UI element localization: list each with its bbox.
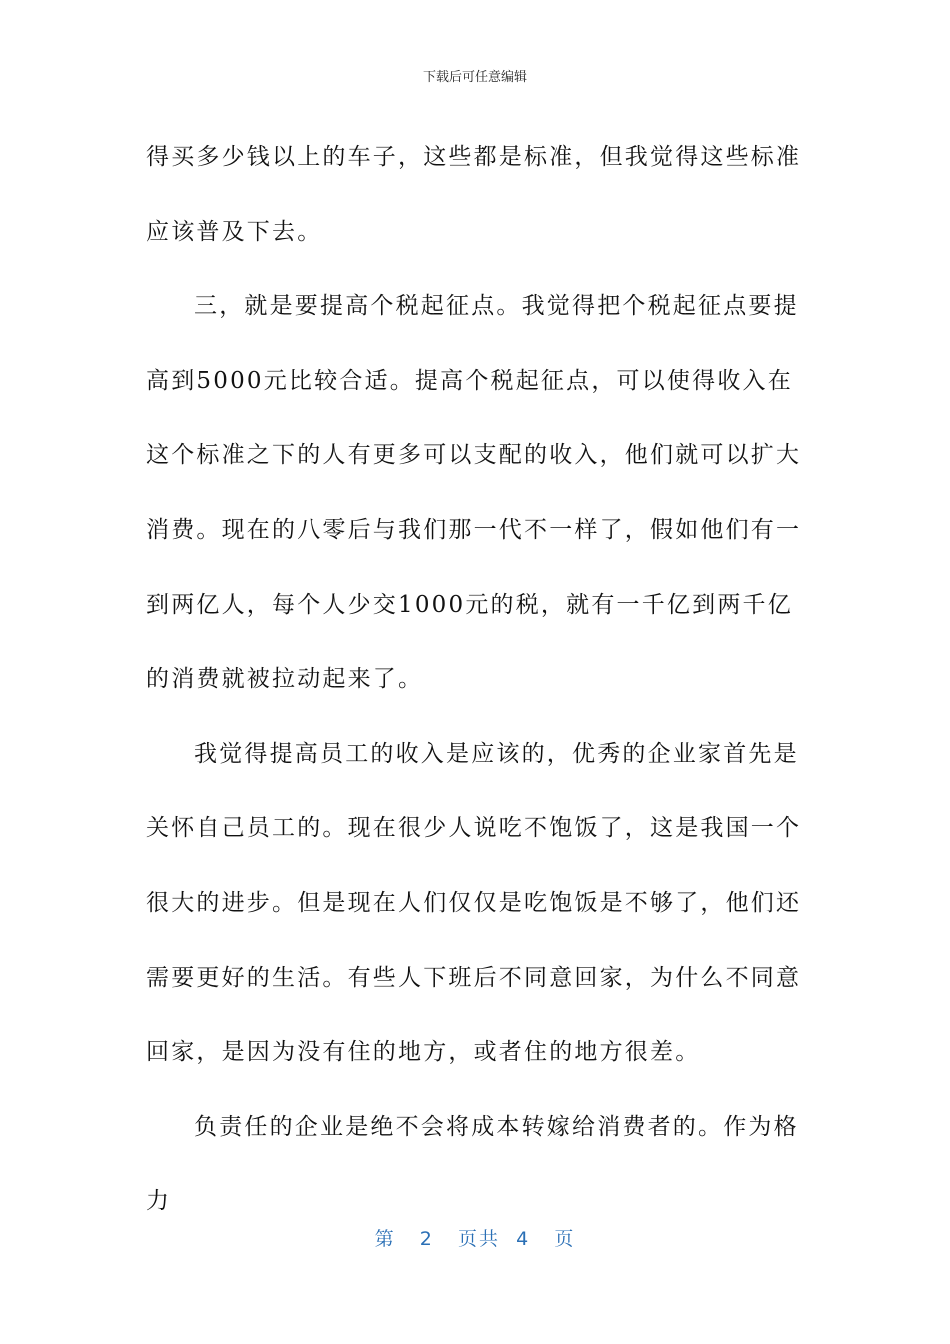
current-page-number: 2: [419, 1228, 434, 1250]
total-pages-number: 4: [516, 1228, 531, 1250]
paragraph-2: 三，就是要提高个税起征点。我觉得把个税起征点要提高到5000元比较合适。提高个税起征点，可以使得收入在这个标准之下的人有更多可以支配的收入，他们就可以扩大消费。现在的八零后与我们那一代不一样了，假如他们有一到两亿人，每个人少交1000元的税，就有一千亿到两千亿的消费就被拉动起来了。: [146, 293, 802, 693]
page-suffix: 页: [554, 1228, 576, 1250]
page-header: [0, 66, 950, 85]
page-middle: 页共: [458, 1228, 501, 1250]
paragraph-1: 得买多少钱以上的车子，这些都是标准，但我觉得这些标准应该普及下去。: [146, 144, 802, 245]
header-note: 下载后可任意编辑: [422, 70, 527, 85]
page-prefix: 第: [374, 1228, 396, 1250]
paragraph-4: 负责任的企业是绝不会将成本转嫁给消费者的。作为格力: [146, 1113, 799, 1215]
document-body: [146, 120, 806, 1239]
page-footer: [0, 1224, 950, 1251]
paragraph-3: 我觉得提高员工的收入是应该的，优秀的企业家首先是关怀自己员工的。现在很少人说吃不饱饭了，这是我国一个很大的进步。但是现在人们仅仅是吃饱饭是不够了，他们还需要更好的生活。有些人下班后不同意回家，为什么不同意回家，是因为没有住的地方，或者住的地方很差。: [146, 740, 802, 1066]
